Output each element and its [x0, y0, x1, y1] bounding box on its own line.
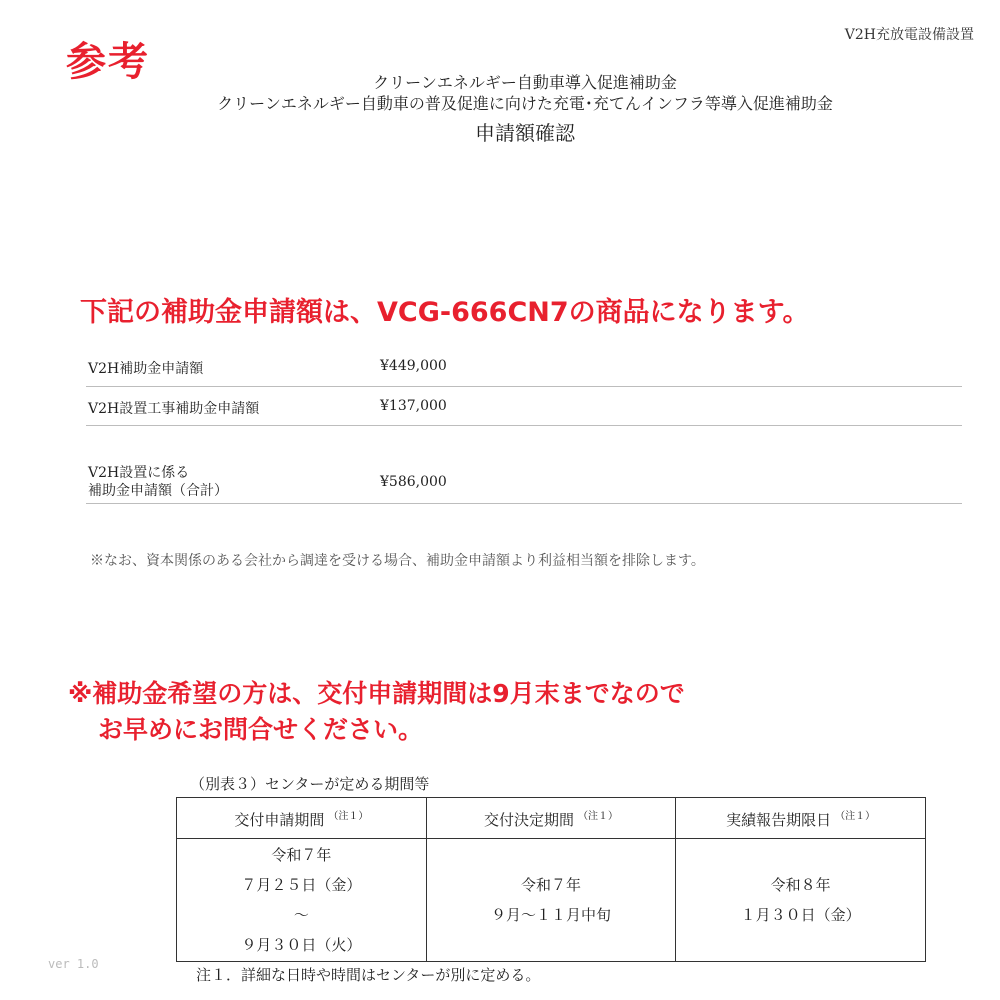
- deadline-notice-line2: お早めにお問合せください。: [98, 715, 424, 744]
- cell-report-deadline: [676, 839, 926, 962]
- title-block: [0, 72, 1000, 148]
- cell-line: 令和７年: [271, 846, 332, 864]
- amount-footnote: ※なお、資本関係のある会社から調達を受ける場合、補助金申請額より利益相当額を排除します。: [90, 553, 705, 569]
- amount-value: ¥137,000: [380, 398, 447, 414]
- cell-decision-period: [426, 839, 676, 962]
- cell-line: ９月３０日（火）: [241, 936, 362, 954]
- table-footnote: 注１．詳細な日時や時間はセンターが別に定める。: [196, 966, 541, 984]
- amount-total-label: [88, 464, 228, 500]
- period-table-row: [177, 839, 926, 962]
- header-label: 交付申請期間: [234, 810, 325, 829]
- header-note: （注１）: [835, 810, 876, 822]
- amount-total-label-line2: 補助金申請額（合計）: [88, 483, 228, 499]
- document-category: V2H充放電設備設置: [844, 27, 974, 43]
- header-application-period: [177, 798, 427, 839]
- cell-line: ７月２５日（金）: [241, 876, 362, 894]
- product-notice: 下記の補助金申請額は、VCG-666CN7の商品になります。: [80, 297, 810, 328]
- header-label: 交付決定期間: [483, 810, 574, 829]
- subsidy-title-line1: クリーンエネルギー自動車導入促進補助金: [373, 73, 677, 92]
- reference-stamp: 参考: [66, 39, 150, 85]
- header-label: 実績報告期限日: [726, 810, 832, 829]
- cell-application-period: [177, 839, 427, 962]
- deadline-notice-line1: ※補助金希望の方は、交付申請期間は9月末までなので: [68, 679, 685, 708]
- amount-row-total: [86, 426, 962, 504]
- cell-line: ９月～１１月中旬: [490, 906, 611, 924]
- amount-value: ¥449,000: [380, 358, 447, 374]
- period-table-header-row: [177, 798, 926, 839]
- header-report-deadline: [676, 798, 926, 839]
- amount-row-installation: [86, 387, 962, 426]
- page-title: 申請額確認: [475, 121, 575, 145]
- header-decision-period: [426, 798, 676, 839]
- header-note: （注１）: [328, 810, 369, 822]
- cell-line: １月３０日（金）: [740, 906, 861, 924]
- cell-line: ～: [293, 906, 309, 924]
- amount-row-v2h: [86, 348, 962, 387]
- version-label: ver 1.0: [48, 957, 99, 971]
- subsidy-title-line2: クリーンエネルギー自動車の普及促進に向けた充電･充てんインフラ等導入促進補助金: [217, 94, 833, 113]
- amount-label: V2H設置工事補助金申請額: [88, 401, 260, 417]
- amount-total-value: ¥586,000: [380, 474, 447, 490]
- deadline-notice: [68, 676, 685, 748]
- cell-line: 令和７年: [520, 876, 581, 894]
- header-note: （注１）: [577, 810, 618, 822]
- cell-line: 令和８年: [770, 876, 831, 894]
- table-caption: （別表３）センターが定める期間等: [190, 775, 430, 793]
- amount-table: [86, 348, 962, 504]
- amount-label: V2H補助金申請額: [88, 361, 204, 377]
- period-table: [176, 797, 926, 962]
- amount-total-label-line1: V2H設置に係る: [88, 465, 190, 481]
